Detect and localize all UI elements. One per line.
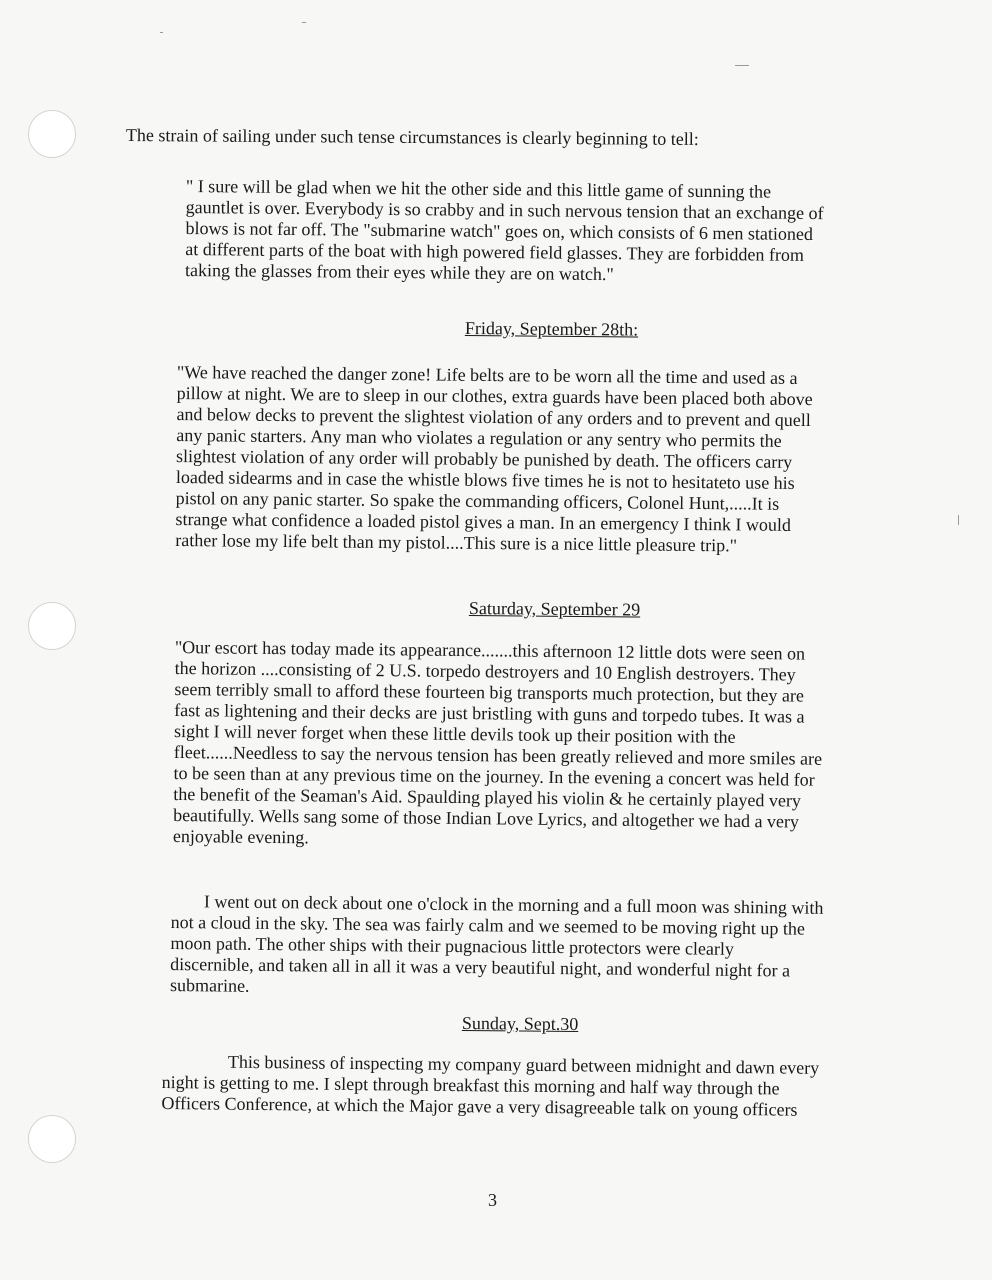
punch-hole xyxy=(28,110,76,158)
scan-speck xyxy=(160,32,163,33)
text-line: loaded sidearms and in case the whistle blows five times he is not to hesitateto use his xyxy=(175,466,795,493)
text-line: any panic starters. Any man who violates a regulation or any sentry who permits the xyxy=(176,424,782,451)
text-line: seem terribly small to afford these fourteen big transports much protection, but they are xyxy=(174,678,805,706)
text-line: Officers Conference, at which the Major gave a very disagreeable talk on young officers xyxy=(161,1092,798,1120)
text-line: "We have reached the danger zone! Life belts are to be worn all the time and used as a xyxy=(176,362,798,388)
text-line: " I sure will be glad when we hit the other side and this little game of sunning the xyxy=(185,176,772,202)
text-line: the horizon ....consisting of 2 U.S. torpedo destroyers and 10 English destroyers. They xyxy=(174,657,796,685)
punch-hole xyxy=(28,602,76,650)
quote-paragraph xyxy=(185,176,824,287)
text-line: night is getting to me. I slept through breakfast this morning and half way through the xyxy=(161,1071,780,1099)
text-line: submarine. xyxy=(169,974,250,996)
text-line: sight I will never forget when these little devils took up their position with the xyxy=(173,720,736,747)
text-line: the benefit of the Seaman's Aid. Spaulding played his violin & he certainly played very xyxy=(173,783,802,811)
text-line: enjoyable evening. xyxy=(172,825,309,848)
text-line: rather lose my life belt than my pistol....This sure is a nice little pleasure trip." xyxy=(175,529,738,556)
heading-sunday: Sunday, Sept.30 xyxy=(461,1013,579,1035)
heading-saturday: Saturday, September 29 xyxy=(468,598,641,620)
text-line: blows is not far off. The "submarine watch" goes on, which consists of 6 men stationed xyxy=(185,217,814,245)
night-paragraph xyxy=(170,891,824,1003)
text-line: strange what confidence a loaded pistol gives a man. In an emergency I think I would xyxy=(175,508,792,535)
scan-speck xyxy=(302,22,306,23)
text-line: This business of inspecting my company guard between midnight and dawn every xyxy=(227,1051,820,1078)
friday-paragraph xyxy=(175,362,813,557)
intro-paragraph xyxy=(126,125,699,150)
text-line: moon path. The other ships with their pugnacious little protectors were clearly xyxy=(170,932,735,959)
intro-line: The strain of sailing under such tense circumstances is clearly beginning to tell: xyxy=(125,125,699,149)
text-line: slightest violation of any order will probably be punished by death. The officers carry xyxy=(176,445,793,472)
saturday-paragraph xyxy=(173,637,823,854)
sunday-paragraph xyxy=(161,1051,819,1121)
text-line: gauntlet is over. Everybody is so crabby and in such nervous tension that an exchange of xyxy=(185,196,824,224)
text-line: and below decks to prevent the slightest violation of any orders and to prevent and quell xyxy=(176,403,811,431)
text-line: fleet......Needless to say the nervous tension has been greatly relieved and more smiles are xyxy=(173,741,823,769)
page-number: 3 xyxy=(488,1190,497,1210)
scan-speck xyxy=(958,515,959,525)
heading-friday: Friday, September 28th: xyxy=(464,318,639,340)
text-line: pistol on any panic starter. So spake the commanding officers, Colonel Hunt,.....It is xyxy=(175,487,780,514)
text-line: pillow at night. We are to sleep in our clothes, extra guards have been placed both above xyxy=(176,382,813,410)
scan-speck xyxy=(735,65,749,66)
text-line: taking the glasses from their eyes while they are on watch." xyxy=(185,259,614,285)
text-line: at different parts of the boat with high powered field glasses. They are forbidden from xyxy=(185,238,805,265)
text-line: "Our escort has today made its appearance.......this afternoon 12 little dots were seen on xyxy=(174,637,806,664)
text-line: not a cloud in the sky. The sea was fairly calm and we seemed to be moving right up the xyxy=(170,911,806,939)
punch-hole xyxy=(28,1115,76,1163)
text-line: fast as lightening and their decks are just bristling with guns and torpedo tubes. It was a xyxy=(174,699,805,727)
text-line: discernible, and taken all in all it was a very beautiful night, and wonderful night for a xyxy=(170,953,791,981)
text-line: I went out on deck about one o'clock in the morning and a full moon was shining with xyxy=(203,891,824,918)
text-line: to be seen than at any previous time on the journey. In the evening a concert was held for xyxy=(173,762,815,790)
text-line: beautifully. Wells sang some of those Indian Love Lyrics, and altogether we had a very xyxy=(173,804,800,832)
